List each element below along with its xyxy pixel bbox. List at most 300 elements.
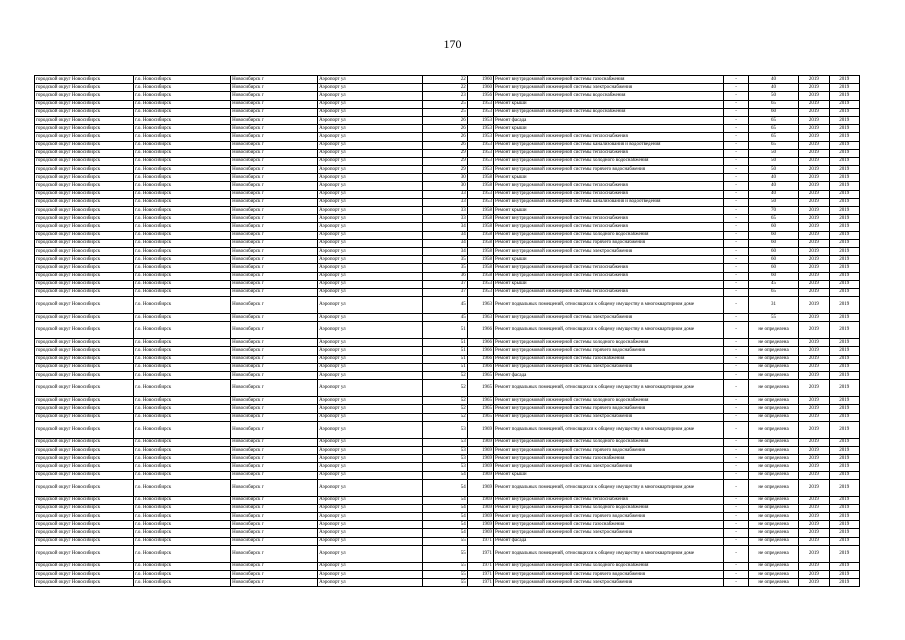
start-year-cell: 2019: [799, 372, 829, 380]
dash-cell: -: [724, 579, 748, 587]
district-cell: городской округ Новосибирск: [35, 545, 134, 562]
district-cell: городской округ Новосибирск: [35, 372, 134, 380]
table-row: [35, 471, 860, 479]
table-row: [35, 413, 860, 421]
district-cell: городской округ Новосибирск: [35, 92, 134, 100]
work-type-cell: Ремонт крыши: [493, 207, 724, 215]
start-year-cell: 2019: [799, 157, 829, 165]
dash-cell: -: [724, 198, 748, 206]
street-cell: Аэропорт ул: [318, 455, 423, 463]
start-year-cell: 2019: [799, 125, 829, 133]
year-built-cell: 1958: [467, 215, 493, 223]
street-cell: Аэропорт ул: [318, 100, 423, 108]
cost-cell: не определена: [748, 479, 799, 496]
dash-cell: -: [724, 314, 748, 322]
year-built-cell: 1958: [467, 247, 493, 255]
house-number-cell: 26: [423, 125, 467, 133]
work-type-cell: Ремонт внутридомовой инженерной системы электроснабжения: [493, 247, 724, 255]
year-built-cell: 1969: [467, 446, 493, 454]
year-built-cell: 1969: [467, 529, 493, 537]
end-year-cell: 2019: [829, 116, 859, 124]
cost-cell: не определена: [748, 521, 799, 529]
table-row: [35, 223, 860, 231]
city-cell: Новосибирск г: [231, 288, 318, 296]
okrug-cell: г.о. Новосибирск: [134, 149, 231, 157]
end-year-cell: 2019: [829, 455, 859, 463]
district-cell: городской округ Новосибирск: [35, 288, 134, 296]
street-cell: Аэропорт ул: [318, 256, 423, 264]
street-cell: Аэропорт ул: [318, 141, 423, 149]
okrug-cell: г.о. Новосибирск: [134, 372, 231, 380]
dash-cell: -: [724, 190, 748, 198]
street-cell: Аэропорт ул: [318, 363, 423, 371]
table-row: [35, 455, 860, 463]
end-year-cell: 2019: [829, 272, 859, 280]
house-number-cell: 55: [423, 571, 467, 579]
cost-cell: 60: [748, 272, 799, 280]
end-year-cell: 2019: [829, 380, 859, 397]
okrug-cell: г.о. Новосибирск: [134, 125, 231, 133]
house-number-cell: 33: [423, 198, 467, 206]
year-built-cell: 1965: [467, 397, 493, 405]
year-built-cell: 1953: [467, 190, 493, 198]
district-cell: городской округ Новосибирск: [35, 133, 134, 141]
street-cell: Аэропорт ул: [318, 579, 423, 587]
house-number-cell: 54: [423, 529, 467, 537]
start-year-cell: 2019: [799, 455, 829, 463]
table-row: [35, 579, 860, 587]
district-cell: городской округ Новосибирск: [35, 297, 134, 314]
year-built-cell: 1958: [467, 174, 493, 182]
city-cell: Новосибирск г: [231, 166, 318, 174]
city-cell: Новосибирск г: [231, 529, 318, 537]
district-cell: городской округ Новосибирск: [35, 231, 134, 239]
dash-cell: -: [724, 256, 748, 264]
year-built-cell: 1953: [467, 108, 493, 116]
work-type-cell: Ремонт внутридомовой инженерной системы холодного водоснабжения: [493, 157, 724, 165]
dash-cell: -: [724, 288, 748, 296]
street-cell: Аэропорт ул: [318, 438, 423, 446]
house-number-cell: 29: [423, 149, 467, 157]
start-year-cell: 2019: [799, 198, 829, 206]
cost-cell: 65: [748, 288, 799, 296]
start-year-cell: 2019: [799, 537, 829, 545]
district-cell: городской округ Новосибирск: [35, 413, 134, 421]
street-cell: Аэропорт ул: [318, 198, 423, 206]
cost-cell: не определена: [748, 322, 799, 339]
start-year-cell: 2019: [799, 223, 829, 231]
district-cell: городской округ Новосибирск: [35, 397, 134, 405]
year-built-cell: 1958: [467, 231, 493, 239]
cost-cell: 65: [748, 141, 799, 149]
work-type-cell: Ремонт крыши: [493, 100, 724, 108]
end-year-cell: 2019: [829, 355, 859, 363]
year-built-cell: 1953: [467, 288, 493, 296]
end-year-cell: 2019: [829, 339, 859, 347]
cost-cell: не определена: [748, 463, 799, 471]
work-type-cell: Ремонт внутридомовой инженерной системы теплоснабжения: [493, 215, 724, 223]
year-built-cell: 1956: [467, 92, 493, 100]
okrug-cell: г.о. Новосибирск: [134, 521, 231, 529]
city-cell: Новосибирск г: [231, 76, 318, 84]
city-cell: Новосибирск г: [231, 198, 318, 206]
city-cell: Новосибирск г: [231, 149, 318, 157]
cost-cell: не определена: [748, 339, 799, 347]
start-year-cell: 2019: [799, 239, 829, 247]
street-cell: Аэропорт ул: [318, 247, 423, 255]
cost-cell: 45: [748, 280, 799, 288]
dash-cell: -: [724, 380, 748, 397]
table-row: [35, 504, 860, 512]
end-year-cell: 2019: [829, 215, 859, 223]
end-year-cell: 2019: [829, 207, 859, 215]
district-cell: городской округ Новосибирск: [35, 182, 134, 190]
street-cell: Аэропорт ул: [318, 471, 423, 479]
house-number-cell: 55: [423, 545, 467, 562]
end-year-cell: 2019: [829, 545, 859, 562]
table-row: [35, 166, 860, 174]
year-built-cell: 1953: [467, 125, 493, 133]
work-type-cell: Ремонт внутридомовой инженерной системы теплоснабжения: [493, 496, 724, 504]
street-cell: Аэропорт ул: [318, 215, 423, 223]
end-year-cell: 2019: [829, 223, 859, 231]
end-year-cell: 2019: [829, 405, 859, 413]
work-type-cell: Ремонт подвальных помещений, относящихся к общему имуществу в многоквартирном доме: [493, 380, 724, 397]
year-built-cell: 1958: [467, 207, 493, 215]
dash-cell: -: [724, 84, 748, 92]
work-type-cell: Ремонт внутридомовой инженерной системы холодного водоснабжения: [493, 339, 724, 347]
year-built-cell: 1965: [467, 413, 493, 421]
district-cell: городской округ Новосибирск: [35, 513, 134, 521]
year-built-cell: 1958: [467, 264, 493, 272]
okrug-cell: г.о. Новосибирск: [134, 322, 231, 339]
dash-cell: -: [724, 322, 748, 339]
house-number-cell: 52: [423, 372, 467, 380]
start-year-cell: 2019: [799, 84, 829, 92]
dash-cell: -: [724, 297, 748, 314]
start-year-cell: 2019: [799, 264, 829, 272]
house-number-cell: 36: [423, 272, 467, 280]
city-cell: Новосибирск г: [231, 571, 318, 579]
start-year-cell: 2019: [799, 355, 829, 363]
city-cell: Новосибирск г: [231, 446, 318, 454]
house-number-cell: 25: [423, 100, 467, 108]
dash-cell: -: [724, 133, 748, 141]
house-number-cell: 30: [423, 174, 467, 182]
dash-cell: -: [724, 479, 748, 496]
year-built-cell: 1969: [467, 421, 493, 438]
dash-cell: -: [724, 471, 748, 479]
okrug-cell: г.о. Новосибирск: [134, 339, 231, 347]
work-type-cell: Ремонт внутридомовой инженерной системы электроснабжения: [493, 463, 724, 471]
city-cell: Новосибирск г: [231, 537, 318, 545]
district-cell: городской округ Новосибирск: [35, 347, 134, 355]
city-cell: Новосибирск г: [231, 133, 318, 141]
dash-cell: -: [724, 125, 748, 133]
year-built-cell: 1971: [467, 537, 493, 545]
dash-cell: -: [724, 513, 748, 521]
street-cell: Аэропорт ул: [318, 157, 423, 165]
work-type-cell: Ремонт крыши: [493, 471, 724, 479]
dash-cell: -: [724, 149, 748, 157]
district-cell: городской округ Новосибирск: [35, 157, 134, 165]
dash-cell: -: [724, 339, 748, 347]
street-cell: Аэропорт ул: [318, 339, 423, 347]
city-cell: Новосибирск г: [231, 280, 318, 288]
street-cell: Аэропорт ул: [318, 207, 423, 215]
street-cell: Аэропорт ул: [318, 479, 423, 496]
end-year-cell: 2019: [829, 579, 859, 587]
street-cell: Аэропорт ул: [318, 463, 423, 471]
city-cell: Новосибирск г: [231, 84, 318, 92]
cost-cell: 70: [748, 207, 799, 215]
work-type-cell: Ремонт подвальных помещений, относящихся к общему имуществу в многоквартирном доме: [493, 322, 724, 339]
year-built-cell: 1969: [467, 504, 493, 512]
year-built-cell: 1958: [467, 223, 493, 231]
year-built-cell: 1966: [467, 355, 493, 363]
end-year-cell: 2019: [829, 100, 859, 108]
dash-cell: -: [724, 174, 748, 182]
house-number-cell: 51: [423, 347, 467, 355]
district-cell: городской округ Новосибирск: [35, 174, 134, 182]
end-year-cell: 2019: [829, 133, 859, 141]
table-row: [35, 322, 860, 339]
start-year-cell: 2019: [799, 190, 829, 198]
street-cell: Аэропорт ул: [318, 355, 423, 363]
okrug-cell: г.о. Новосибирск: [134, 174, 231, 182]
work-type-cell: Ремонт внутридомовой инженерной системы теплоснабжения: [493, 223, 724, 231]
work-type-cell: Ремонт внутридомовой инженерной системы холодного водоснабжения: [493, 438, 724, 446]
start-year-cell: 2019: [799, 297, 829, 314]
end-year-cell: 2019: [829, 141, 859, 149]
start-year-cell: 2019: [799, 562, 829, 570]
okrug-cell: г.о. Новосибирск: [134, 264, 231, 272]
table-row: [35, 280, 860, 288]
district-cell: городской округ Новосибирск: [35, 496, 134, 504]
house-number-cell: 34: [423, 231, 467, 239]
table-row: [35, 207, 860, 215]
okrug-cell: г.о. Новосибирск: [134, 76, 231, 84]
dash-cell: -: [724, 182, 748, 190]
okrug-cell: г.о. Новосибирск: [134, 133, 231, 141]
city-cell: Новосибирск г: [231, 174, 318, 182]
cost-cell: не определена: [748, 513, 799, 521]
dash-cell: -: [724, 239, 748, 247]
street-cell: Аэропорт ул: [318, 190, 423, 198]
year-built-cell: 1969: [467, 521, 493, 529]
city-cell: Новосибирск г: [231, 496, 318, 504]
okrug-cell: г.о. Новосибирск: [134, 108, 231, 116]
start-year-cell: 2019: [799, 92, 829, 100]
house-number-cell: 26: [423, 133, 467, 141]
year-built-cell: 1958: [467, 182, 493, 190]
work-type-cell: Ремонт крыши: [493, 280, 724, 288]
end-year-cell: 2019: [829, 231, 859, 239]
cost-cell: не определена: [748, 545, 799, 562]
work-type-cell: Ремонт фасада: [493, 116, 724, 124]
cost-cell: не определена: [748, 380, 799, 397]
table-row: [35, 288, 860, 296]
dash-cell: -: [724, 355, 748, 363]
city-cell: Новосибирск г: [231, 116, 318, 124]
table-row: [35, 239, 860, 247]
cost-cell: 40: [748, 190, 799, 198]
cost-cell: не определена: [748, 438, 799, 446]
table-row: [35, 314, 860, 322]
end-year-cell: 2019: [829, 247, 859, 255]
house-number-cell: 45: [423, 297, 467, 314]
end-year-cell: 2019: [829, 438, 859, 446]
year-built-cell: 1953: [467, 157, 493, 165]
end-year-cell: 2019: [829, 297, 859, 314]
dash-cell: -: [724, 455, 748, 463]
okrug-cell: г.о. Новосибирск: [134, 256, 231, 264]
okrug-cell: г.о. Новосибирск: [134, 198, 231, 206]
start-year-cell: 2019: [799, 579, 829, 587]
district-cell: городской округ Новосибирск: [35, 363, 134, 371]
table-row: [35, 496, 860, 504]
table-row: [35, 76, 860, 84]
end-year-cell: 2019: [829, 76, 859, 84]
city-cell: Новосибирск г: [231, 521, 318, 529]
okrug-cell: г.о. Новосибирск: [134, 537, 231, 545]
cost-cell: 60: [748, 223, 799, 231]
cost-cell: 60: [748, 239, 799, 247]
city-cell: Новосибирск г: [231, 479, 318, 496]
end-year-cell: 2019: [829, 84, 859, 92]
okrug-cell: г.о. Новосибирск: [134, 363, 231, 371]
end-year-cell: 2019: [829, 125, 859, 133]
dash-cell: -: [724, 166, 748, 174]
work-type-cell: Ремонт фасада: [493, 537, 724, 545]
repair-schedule-table: [34, 75, 860, 587]
dash-cell: -: [724, 372, 748, 380]
cost-cell: 60: [748, 264, 799, 272]
okrug-cell: г.о. Новосибирск: [134, 116, 231, 124]
okrug-cell: г.о. Новосибирск: [134, 297, 231, 314]
work-type-cell: Ремонт подвальных помещений, относящихся к общему имуществу в многоквартирном доме: [493, 297, 724, 314]
dash-cell: -: [724, 215, 748, 223]
city-cell: Новосибирск г: [231, 504, 318, 512]
dash-cell: -: [724, 446, 748, 454]
city-cell: Новосибирск г: [231, 297, 318, 314]
okrug-cell: г.о. Новосибирск: [134, 380, 231, 397]
table-row: [35, 355, 860, 363]
street-cell: Аэропорт ул: [318, 125, 423, 133]
work-type-cell: Ремонт крыши: [493, 125, 724, 133]
start-year-cell: 2019: [799, 479, 829, 496]
district-cell: городской округ Новосибирск: [35, 166, 134, 174]
work-type-cell: Ремонт подвальных помещений, относящихся к общему имуществу в многоквартирном доме: [493, 421, 724, 438]
district-cell: городской округ Новосибирск: [35, 198, 134, 206]
table-row: [35, 116, 860, 124]
year-built-cell: 1965: [467, 380, 493, 397]
district-cell: городской округ Новосибирск: [35, 190, 134, 198]
year-built-cell: 1953: [467, 116, 493, 124]
street-cell: Аэропорт ул: [318, 347, 423, 355]
end-year-cell: 2019: [829, 288, 859, 296]
okrug-cell: г.о. Новосибирск: [134, 413, 231, 421]
street-cell: Аэропорт ул: [318, 380, 423, 397]
table-row: [35, 347, 860, 355]
year-built-cell: 1969: [467, 479, 493, 496]
house-number-cell: 29: [423, 166, 467, 174]
start-year-cell: 2019: [799, 529, 829, 537]
okrug-cell: г.о. Новосибирск: [134, 231, 231, 239]
start-year-cell: 2019: [799, 363, 829, 371]
okrug-cell: г.о. Новосибирск: [134, 314, 231, 322]
house-number-cell: 33: [423, 215, 467, 223]
okrug-cell: г.о. Новосибирск: [134, 513, 231, 521]
start-year-cell: 2019: [799, 463, 829, 471]
city-cell: Новосибирск г: [231, 413, 318, 421]
work-type-cell: Ремонт внутридомовой инженерной системы теплоснабжения: [493, 133, 724, 141]
work-type-cell: Ремонт внутридомовой инженерной системы горячего водоснабжения: [493, 347, 724, 355]
district-cell: городской округ Новосибирск: [35, 562, 134, 570]
house-number-cell: 35: [423, 256, 467, 264]
end-year-cell: 2019: [829, 521, 859, 529]
street-cell: Аэропорт ул: [318, 314, 423, 322]
house-number-cell: 23: [423, 92, 467, 100]
dash-cell: -: [724, 421, 748, 438]
cost-cell: не определена: [748, 579, 799, 587]
district-cell: городской округ Новосибирск: [35, 571, 134, 579]
year-built-cell: 1969: [467, 463, 493, 471]
table-row: [35, 231, 860, 239]
year-built-cell: 1969: [467, 471, 493, 479]
city-cell: Новосибирск г: [231, 239, 318, 247]
cost-cell: не определена: [748, 529, 799, 537]
end-year-cell: 2019: [829, 513, 859, 521]
start-year-cell: 2019: [799, 397, 829, 405]
house-number-cell: 53: [423, 455, 467, 463]
okrug-cell: г.о. Новосибирск: [134, 100, 231, 108]
work-type-cell: Ремонт внутридомовой инженерной системы холодного водоснабжения: [493, 397, 724, 405]
cost-cell: 65: [748, 100, 799, 108]
okrug-cell: г.о. Новосибирск: [134, 405, 231, 413]
start-year-cell: 2019: [799, 76, 829, 84]
work-type-cell: Ремонт подвальных помещений, относящихся к общему имуществу в многоквартирном доме: [493, 479, 724, 496]
house-number-cell: 54: [423, 513, 467, 521]
table-row: [35, 215, 860, 223]
table-row: [35, 157, 860, 165]
district-cell: городской округ Новосибирск: [35, 579, 134, 587]
start-year-cell: 2019: [799, 288, 829, 296]
work-type-cell: Ремонт внутридомовой инженерной системы холодного водоснабжения: [493, 562, 724, 570]
district-cell: городской округ Новосибирск: [35, 239, 134, 247]
end-year-cell: 2019: [829, 182, 859, 190]
okrug-cell: г.о. Новосибирск: [134, 92, 231, 100]
house-number-cell: 51: [423, 322, 467, 339]
end-year-cell: 2019: [829, 256, 859, 264]
cost-cell: не определена: [748, 372, 799, 380]
cost-cell: не определена: [748, 397, 799, 405]
work-type-cell: Ремонт внутридомовой инженерной системы газоснабжения: [493, 355, 724, 363]
year-built-cell: 1966: [467, 322, 493, 339]
district-cell: городской округ Новосибирск: [35, 537, 134, 545]
start-year-cell: 2019: [799, 471, 829, 479]
street-cell: Аэропорт ул: [318, 280, 423, 288]
district-cell: городской округ Новосибирск: [35, 272, 134, 280]
okrug-cell: г.о. Новосибирск: [134, 84, 231, 92]
cost-cell: 50: [748, 149, 799, 157]
end-year-cell: 2019: [829, 174, 859, 182]
end-year-cell: 2019: [829, 537, 859, 545]
street-cell: Аэропорт ул: [318, 264, 423, 272]
work-type-cell: Ремонт крыши: [493, 174, 724, 182]
street-cell: Аэропорт ул: [318, 521, 423, 529]
start-year-cell: 2019: [799, 182, 829, 190]
